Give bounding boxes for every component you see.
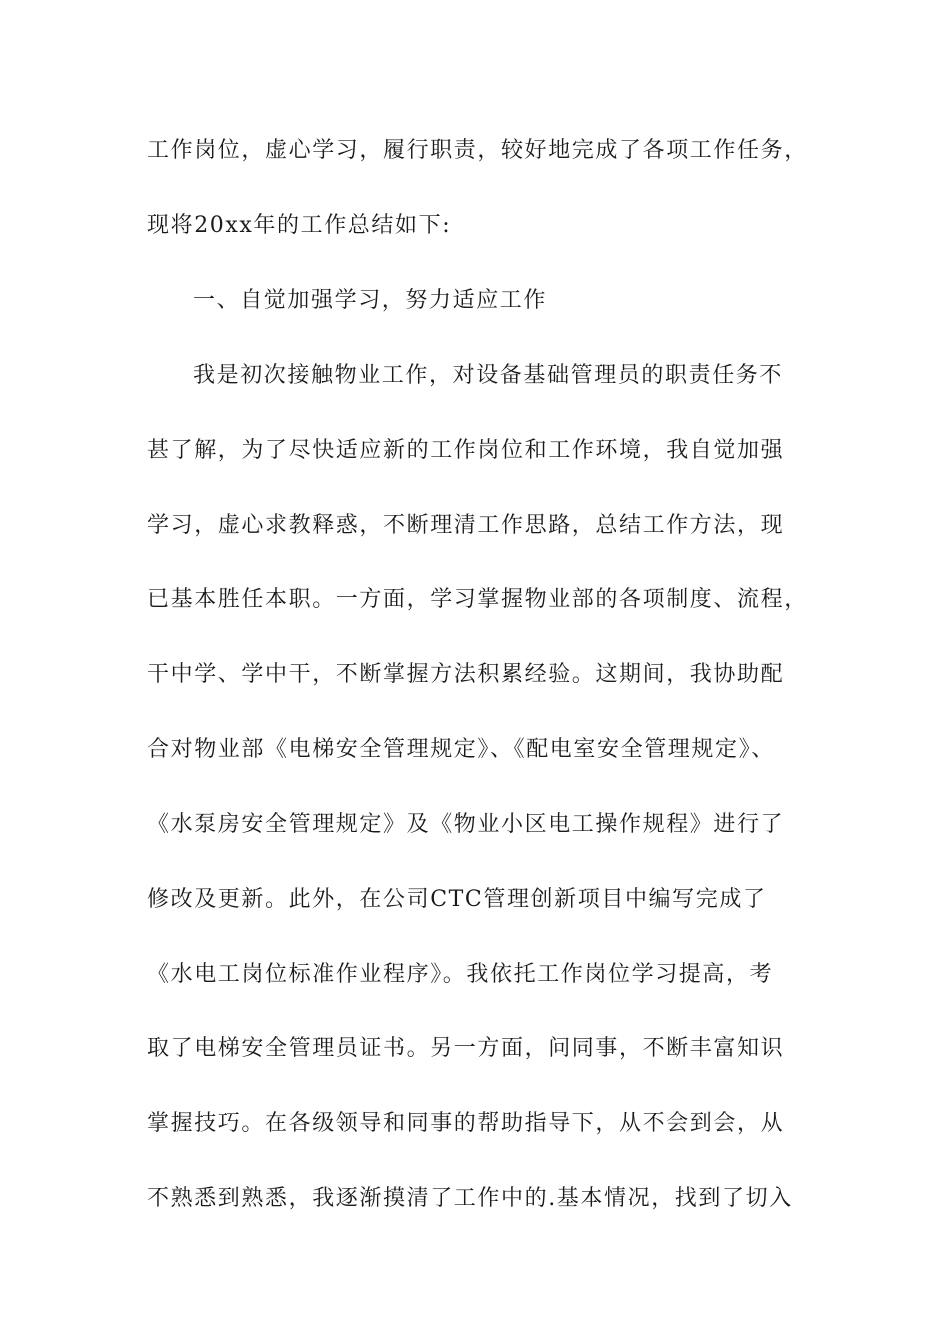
paragraph-first-line: 我是初次接触物业工作，对设备基础管理员的职责任务不 [193,363,784,388]
section-heading: 一、自觉加强学习，努力适应工作 [193,288,548,313]
text-line-5: 甚了解，为了尽快适应新的工作岗位和工作环境，我自觉加强 [147,438,785,463]
text-line-12: 《水电工岗位标准作业程序》。我依托工作岗位学习提高，考 [147,962,774,987]
text-line-13: 取了电梯安全管理员证书。另一方面，问同事，不断丰富知识 [147,1036,785,1061]
text-line-15: 不熟悉到熟悉，我逐渐摸清了工作中的.基本情况，找到了切入 [147,1186,793,1211]
text-line-14: 掌握技巧。在各级领导和同事的帮助指导下，从不会到会，从 [147,1111,785,1136]
text-line-6: 学习，虚心求教释惑，不断理清工作思路，总结工作方法，现 [147,513,785,538]
text-line-10: 《水泵房安全管理规定》及《物业小区电工操作规程》进行了 [147,812,785,837]
text-line-9: 合对物业部《电梯安全管理规定》、《配电室安全管理规定》、 [147,737,775,762]
text-line-11: 修改及更新。此外，在公司CTC管理创新项目中编写完成了 [147,887,767,912]
text-line-2: 现将20xx年的工作总结如下: [147,213,452,238]
text-line-1: 工作岗位，虚心学习，履行职责，较好地完成了各项工作任务， [147,138,808,163]
text-line-8: 干中学、学中干，不断掌握方法积累经验。这期间，我协助配 [147,662,785,687]
text-line-7: 已基本胜任本职。一方面，学习掌握物业部的各项制度、流程， [147,587,808,612]
